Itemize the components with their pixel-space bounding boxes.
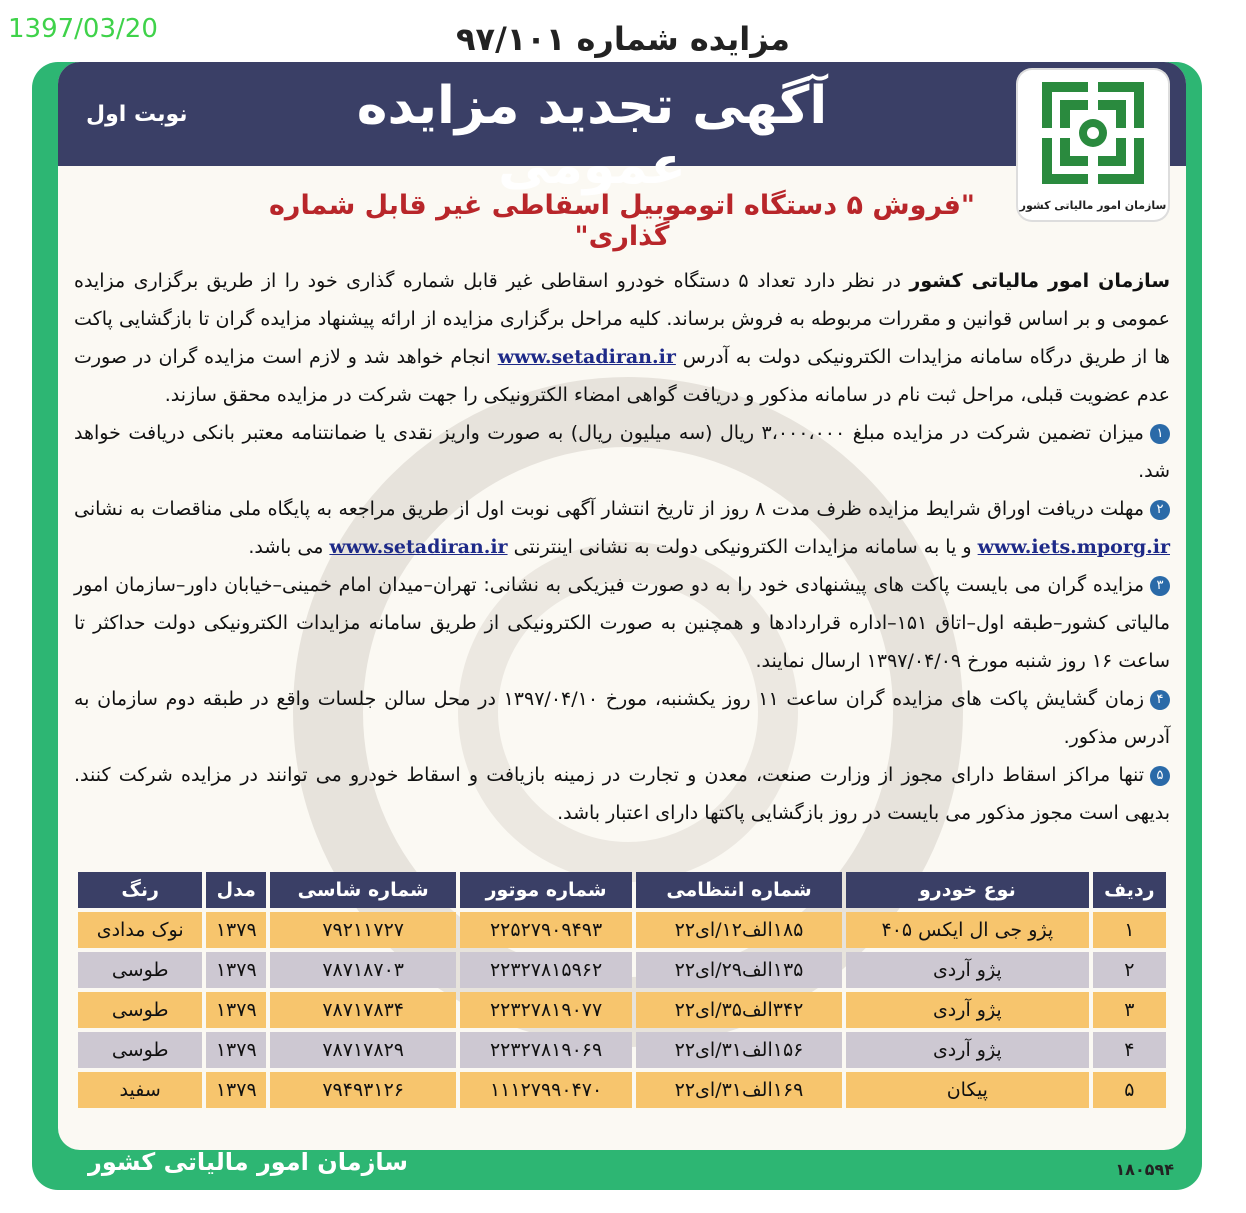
date-stamp: 1397/03/20 [8, 14, 158, 44]
table-cell: پژو آردی [846, 1032, 1089, 1068]
list-item [74, 680, 1170, 756]
table-cell: ۷۸۷۱۸۷۰۳ [270, 952, 456, 988]
table-row [78, 992, 1166, 1028]
col-header: رنگ [78, 872, 202, 908]
title-banner [58, 62, 1186, 196]
table-cell: ۱۸۵الف۱۲/ای۲۲ [636, 912, 842, 948]
table-cell: ۱ [1093, 912, 1166, 948]
table-cell: پیکان [846, 1072, 1089, 1108]
intro-text-end: انجام خواهد شد و لازم است مزایده گران در صورت عدم عضویت قبلی، مراحل ثبت نام در سامانه مذکور و دریافت گواهی امضاء الکترونیکی را جهت شرکت در مزایده محقق سازند. [74, 346, 1170, 406]
list-item [74, 414, 1170, 490]
round-label: نوبت اول [86, 102, 188, 127]
table-header-row [78, 872, 1166, 908]
item-text: مزایده گران می بایست پاکت های پیشنهادی خود را به دو صورت فیزیکی به نشانی: تهران–میدان امام خمینی–خیابان داور–سازمان امور مالیاتی کشور–طبقه اول–اتاق ۱۵۱–اداره قراردادها و همچنین به صورت الکترونیکی از طریق سامانه مزایدات الکترونیکی دولت حداکثر تا ساعت ۱۶ روز شنبه مورخ ۱۳۹۷/۰۴/۰۹ ارسال نمایند. [74, 574, 1170, 672]
table-cell: ۱۳۵الف۲۹/ای۲۲ [636, 952, 842, 988]
notice-body [74, 262, 1170, 832]
tax-org-logo-icon [1038, 78, 1148, 188]
table-cell: ۱۳۷۹ [206, 912, 266, 948]
footer-code: ۱۸۰۵۹۴ [1115, 1160, 1174, 1179]
table-cell: ۳ [1093, 992, 1166, 1028]
item-text: مهلت دریافت اوراق شرایط مزایده ظرف مدت ۸ روز از تاریخ انتشار آگهی نوبت اول از طریق مراجعه به پایگاه ملی مناقصات به نشانی [74, 498, 1144, 520]
table-row [78, 952, 1166, 988]
logo [1018, 70, 1168, 220]
table-cell: ۱۳۷۹ [206, 1072, 266, 1108]
item-text: و یا به سامانه مزایدات الکترونیکی دولت به نشانی اینترنتی [507, 536, 978, 558]
item-text: میزان تضمین شرکت در مزایده مبلغ ۳،۰۰۰،۰۰۰ ریال (سه میلیون ریال) به صورت واریز نقدی یا ضمانتنامه معتبر بانکی دریافت خواهد شد. [74, 422, 1170, 482]
logo-caption: سازمان امور مالیاتی کشور [1019, 199, 1167, 212]
col-header: نوع خودرو [846, 872, 1089, 908]
setadiran-link[interactable]: www.setadiran.ir [497, 346, 676, 368]
table-cell: ۷۸۷۱۷۸۳۴ [270, 992, 456, 1028]
intro-paragraph [74, 262, 1170, 414]
iets-link[interactable]: www.iets.mporg.ir [977, 536, 1170, 558]
table-cell: سفید [78, 1072, 202, 1108]
auction-number: مزایده شماره ۹۷/۱۰۱ [456, 20, 790, 58]
table-cell: ۷۸۷۱۷۸۲۹ [270, 1032, 456, 1068]
col-header: ردیف [1093, 872, 1166, 908]
setadiran-link[interactable]: www.setadiran.ir [329, 536, 508, 558]
subtitle: "فروش ۵ دستگاه اتوموبیل اسقاطی غیر قابل شماره گذاری" [268, 190, 975, 252]
table-cell: طوسی [78, 992, 202, 1028]
footer-org: سازمان امور مالیاتی کشور [88, 1148, 409, 1176]
table-cell: ۵ [1093, 1072, 1166, 1108]
list-item [74, 490, 1170, 566]
table-cell: ۲۲۳۲۷۸۱۹۰۷۷ [460, 992, 632, 1028]
table-cell: پژو آردی [846, 952, 1089, 988]
table-cell: پژو آردی [846, 992, 1089, 1028]
vehicle-table [74, 868, 1170, 1112]
item-number: ۳ [1150, 576, 1170, 596]
table-cell: ۲ [1093, 952, 1166, 988]
banner-title: آگهی تجدید مزایده عمومی [356, 76, 828, 196]
table-cell: ۳۴۲الف۳۵/ای۲۲ [636, 992, 842, 1028]
item-text: می باشد. [248, 536, 330, 558]
table-cell: ۱۳۷۹ [206, 992, 266, 1028]
table-row [78, 1032, 1166, 1068]
table-row [78, 1072, 1166, 1108]
table-cell: ۱۱۱۲۷۹۹۰۴۷۰ [460, 1072, 632, 1108]
col-header: شماره موتور [460, 872, 632, 908]
table-row [78, 912, 1166, 948]
table-cell: ۷۹۴۹۳۱۲۶ [270, 1072, 456, 1108]
col-header: مدل [206, 872, 266, 908]
intro-text: در نظر دارد تعداد ۵ دستگاه خودرو اسقاطی غیر قابل شماره گذاری خود را از طریق برگزاری مزایده عمومی و بر اساس قوانین و مقررات مربوطه به فروش برساند. کلیه مراحل برگزاری مزایده از ارائه پیشنهاد مزایده گران تا بازگشایی پاکت ها از طریق درگاه سامانه مزایدات الکترونیکی دولت به آدرس [74, 270, 1170, 368]
col-header: شماره انتظامی [636, 872, 842, 908]
item-number: ۲ [1150, 500, 1170, 520]
table-cell: ۷۹۲۱۱۷۲۷ [270, 912, 456, 948]
table-cell: ۴ [1093, 1032, 1166, 1068]
col-header: شماره شاسی [270, 872, 456, 908]
table-cell: ۲۲۳۲۷۸۱۹۰۶۹ [460, 1032, 632, 1068]
table-cell: ۱۳۷۹ [206, 952, 266, 988]
item-text: زمان گشایش پاکت های مزایده گران ساعت ۱۱ روز یکشنبه، مورخ ۱۳۹۷/۰۴/۱۰ در محل سالن جلسات واقع در طبقه دوم سازمان به آدرس مذکور. [74, 688, 1170, 748]
table-cell: ۱۶۹الف۳۱/ای۲۲ [636, 1072, 842, 1108]
table-cell: ۲۲۳۲۷۸۱۵۹۶۲ [460, 952, 632, 988]
intro-org: سازمان امور مالیاتی کشور [909, 270, 1171, 292]
table-cell: ۱۳۷۹ [206, 1032, 266, 1068]
item-text: تنها مراکز اسقاط دارای مجوز از وزارت صنعت، معدن و تجارت در زمینه بازیافت و اسقاط خودرو می توانند در مزایده شرکت کنند. بدیهی است مجوز مذکور می بایست در روز بازگشایی پاکتها دارای اعتبار باشد. [74, 764, 1170, 824]
table-cell: ۱۵۶الف۳۱/ای۲۲ [636, 1032, 842, 1068]
notice-panel [58, 62, 1186, 1150]
table-cell: طوسی [78, 952, 202, 988]
item-number: ۱ [1150, 424, 1170, 444]
table-cell: نوک مدادی [78, 912, 202, 948]
list-item [74, 566, 1170, 680]
list-item [74, 756, 1170, 832]
table-cell: پژو جی ال ایکس ۴۰۵ [846, 912, 1089, 948]
table-cell: ۲۲۵۲۷۹۰۹۴۹۳ [460, 912, 632, 948]
item-number: ۵ [1150, 766, 1170, 786]
table-cell: طوسی [78, 1032, 202, 1068]
item-number: ۴ [1150, 690, 1170, 710]
